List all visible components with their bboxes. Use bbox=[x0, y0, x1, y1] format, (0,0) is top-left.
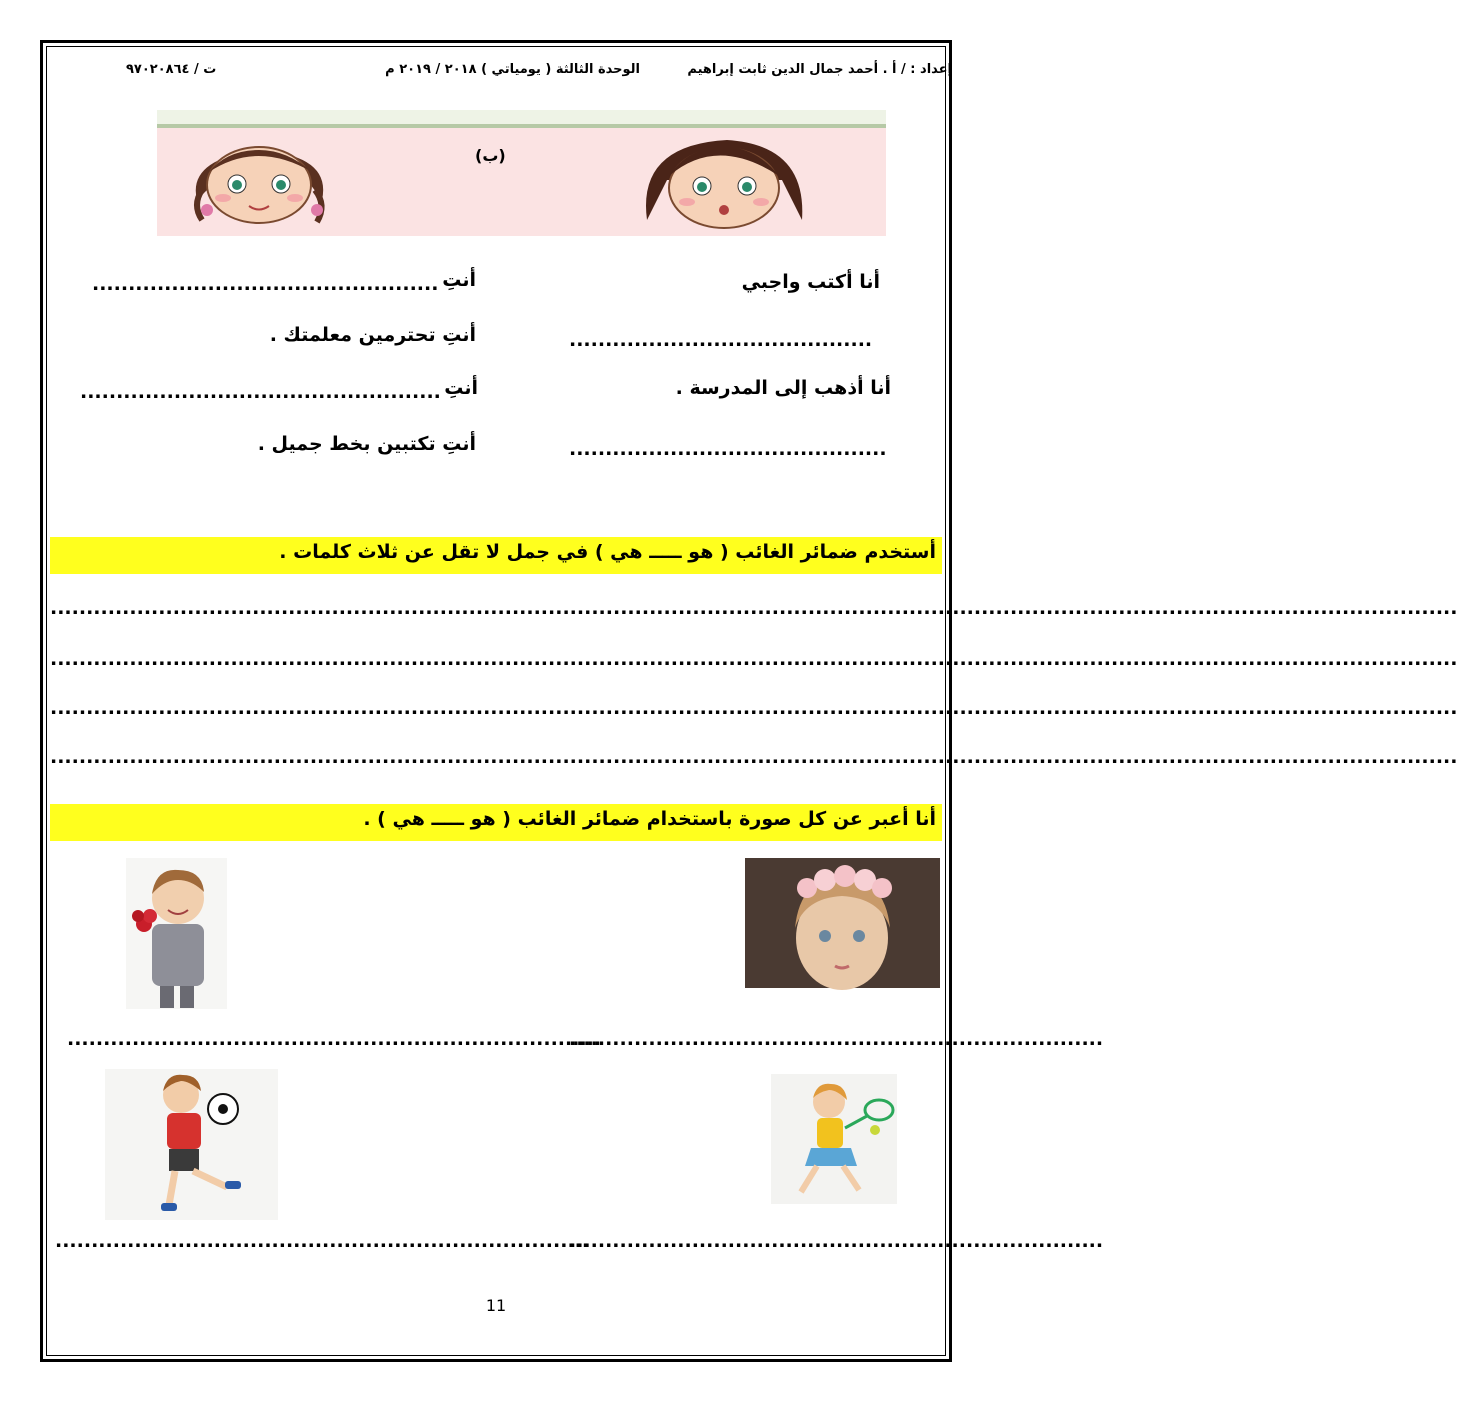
header-author: إعداد : / أ . أحمد جمال الدين ثابت إبراهيم bbox=[687, 62, 952, 77]
ex1-row3-answer-line[interactable]: .................................................. bbox=[80, 381, 441, 403]
picture-girl-tennis bbox=[771, 1074, 897, 1204]
picture-girl-flower-crown bbox=[745, 858, 940, 988]
ex1-row2-left: أنتِ تحترمين معلمتك . bbox=[269, 324, 476, 346]
section2-line-1[interactable]: ................................................................................................................................................................................................... bbox=[50, 597, 1457, 619]
ex1-row1-answer-line[interactable]: ................................................ bbox=[92, 273, 439, 295]
ex1-row4-left: أنتِ تكتبين بخط جميل . bbox=[257, 433, 476, 455]
banner-label: (ب) bbox=[475, 146, 506, 165]
section2-line-3[interactable]: ................................................................................................................................................................................................... bbox=[50, 697, 1457, 719]
picture-answer-line-4[interactable]: .......................................................................... bbox=[55, 1230, 590, 1252]
picture-boy-with-flowers bbox=[126, 858, 227, 1009]
section2-instruction-band bbox=[50, 537, 942, 574]
picture-boy-football bbox=[105, 1069, 278, 1220]
girls-illustration bbox=[157, 110, 886, 236]
header-unit: الوحدة الثالثة ( يومياتي ) ٢٠١٨ / ٢٠١٩ م bbox=[385, 62, 640, 77]
section3-instruction-band bbox=[50, 804, 942, 841]
section2-line-2[interactable]: ................................................................................................................................................................................................... bbox=[50, 648, 1457, 670]
ex1-row1-left-prefix: أنتِ bbox=[442, 269, 476, 291]
section2-line-4[interactable]: ................................................................................................................................................................................................... bbox=[50, 746, 1457, 768]
header-phone: ت / ٩٧٠٢٠٨٦٤ bbox=[126, 62, 217, 77]
ex1-row4-answer-line[interactable]: ............................................ bbox=[569, 438, 887, 460]
page-number: 11 bbox=[485, 1296, 507, 1315]
ex1-row2-answer-line[interactable]: .......................................... bbox=[569, 329, 873, 351]
ex1-row1-right: أنا أكتب واجبي bbox=[741, 271, 880, 293]
ex1-row3-right: أنا أذهب إلى المدرسة . bbox=[675, 377, 891, 399]
picture-answer-line-2[interactable]: .......................................................................... bbox=[67, 1028, 602, 1050]
banner-image bbox=[157, 110, 886, 236]
section2-instruction: أستخدم ضمائر الغائب ( هو ـــــ هي ) في جمل لا تقل عن ثلاث كلمات . bbox=[279, 541, 936, 563]
picture-answer-line-1[interactable]: .......................................................................... bbox=[569, 1028, 1104, 1050]
picture-answer-line-3[interactable]: .......................................................................... bbox=[569, 1230, 1104, 1252]
ex1-row3-left-prefix: أنتِ bbox=[444, 377, 478, 399]
section3-instruction: أنا أعبر عن كل صورة باستخدام ضمائر الغائب ( هو ـــــ هي ) . bbox=[363, 808, 936, 830]
